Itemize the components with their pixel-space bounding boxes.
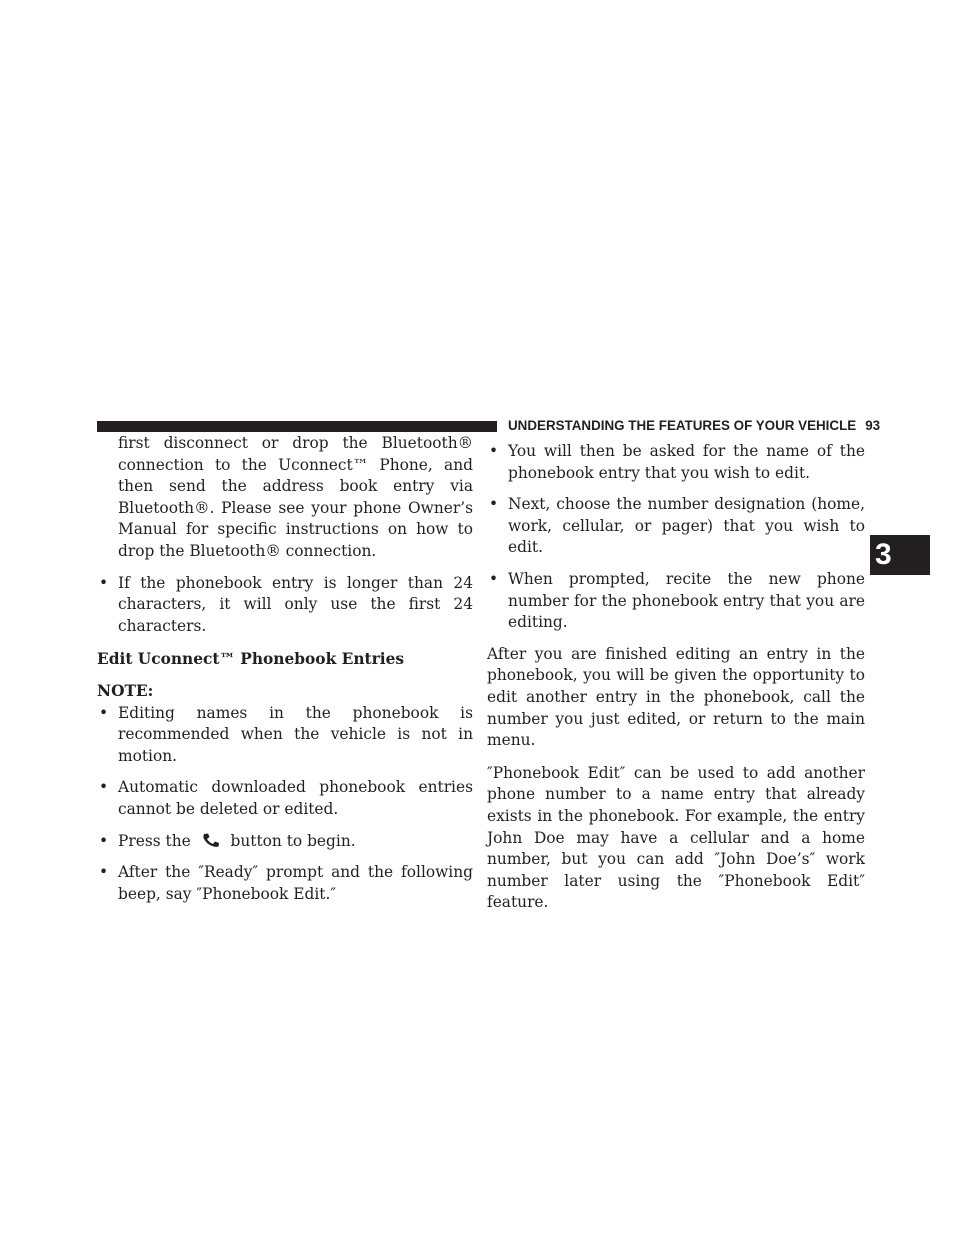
bullet: •	[489, 495, 499, 514]
running-header	[508, 417, 881, 435]
left-column	[97, 433, 473, 905]
bullet: •	[99, 831, 109, 850]
list-item-text: You will then be asked for the name of the phonebook entry that you wish to edit.	[508, 442, 865, 482]
body-paragraph: ″Phonebook Edit″ can be used to add another phone number to a name entry that already exists in the phonebook. For example, the entry John Doe may have a cellular and a home number, but you can add ″John Doe’s″ work number later using the ″Phonebook Edit″ feature.	[487, 763, 865, 912]
list-item-text: Automatic downloaded phonebook entries cannot be deleted or edited.	[118, 778, 473, 818]
list-item	[97, 777, 473, 820]
list-item	[97, 831, 473, 853]
body-paragraph: After you are finished editing an entry in the phonebook, you will be given the opportunity to edit another entry in the phonebook, call the number you just edited, or return to the main menu.	[487, 644, 865, 750]
list-item	[487, 441, 865, 484]
bullet: •	[99, 703, 109, 722]
section-heading: Edit Uconnect™ Phonebook Entries	[97, 650, 405, 669]
list-item-text: Next, choose the number designation (home, work, cellular, or pager) that you wish to edit.	[508, 495, 865, 557]
list-item	[97, 573, 473, 638]
press-text: Press the	[118, 831, 191, 850]
page-number: 93	[865, 418, 881, 433]
bullet: •	[99, 778, 109, 797]
list-item-text: Editing names in the phonebook is recommended when the vehicle is not in motion.	[118, 703, 473, 765]
phone-icon	[198, 832, 224, 848]
press-text-end: button to begin.	[230, 831, 356, 850]
header-rule	[97, 421, 497, 432]
bullet: •	[489, 569, 499, 588]
list-item-text: When prompted, recite the new phone number for the phonebook entry that you are editing.	[508, 569, 865, 632]
right-column	[487, 441, 865, 914]
list-item-text: If the phonebook entry is longer than 24 characters, it will only use the first 24 characters.	[118, 573, 473, 635]
chapter-tab: 3	[870, 535, 930, 575]
list-item-text: After the ″Ready″ prompt and the following beep, say ″Phonebook Edit.″	[118, 863, 473, 903]
list-item	[487, 494, 865, 559]
bullet: •	[99, 863, 109, 882]
section-title: UNDERSTANDING THE FEATURES OF YOUR VEHICLE	[508, 418, 857, 433]
continued-paragraph: first disconnect or drop the Bluetooth® connection to the Uconnect™ Phone, and then send the address book entry via Bluetooth®. Please see your phone Owner’s Manual for specific instructions on how to drop the Bluetooth® connection.	[118, 434, 473, 560]
list-item	[97, 862, 473, 905]
bullet: •	[489, 442, 499, 460]
list-item	[487, 569, 865, 634]
bullet: •	[99, 573, 109, 592]
list-item	[97, 703, 473, 768]
note-label: NOTE:	[97, 681, 154, 700]
